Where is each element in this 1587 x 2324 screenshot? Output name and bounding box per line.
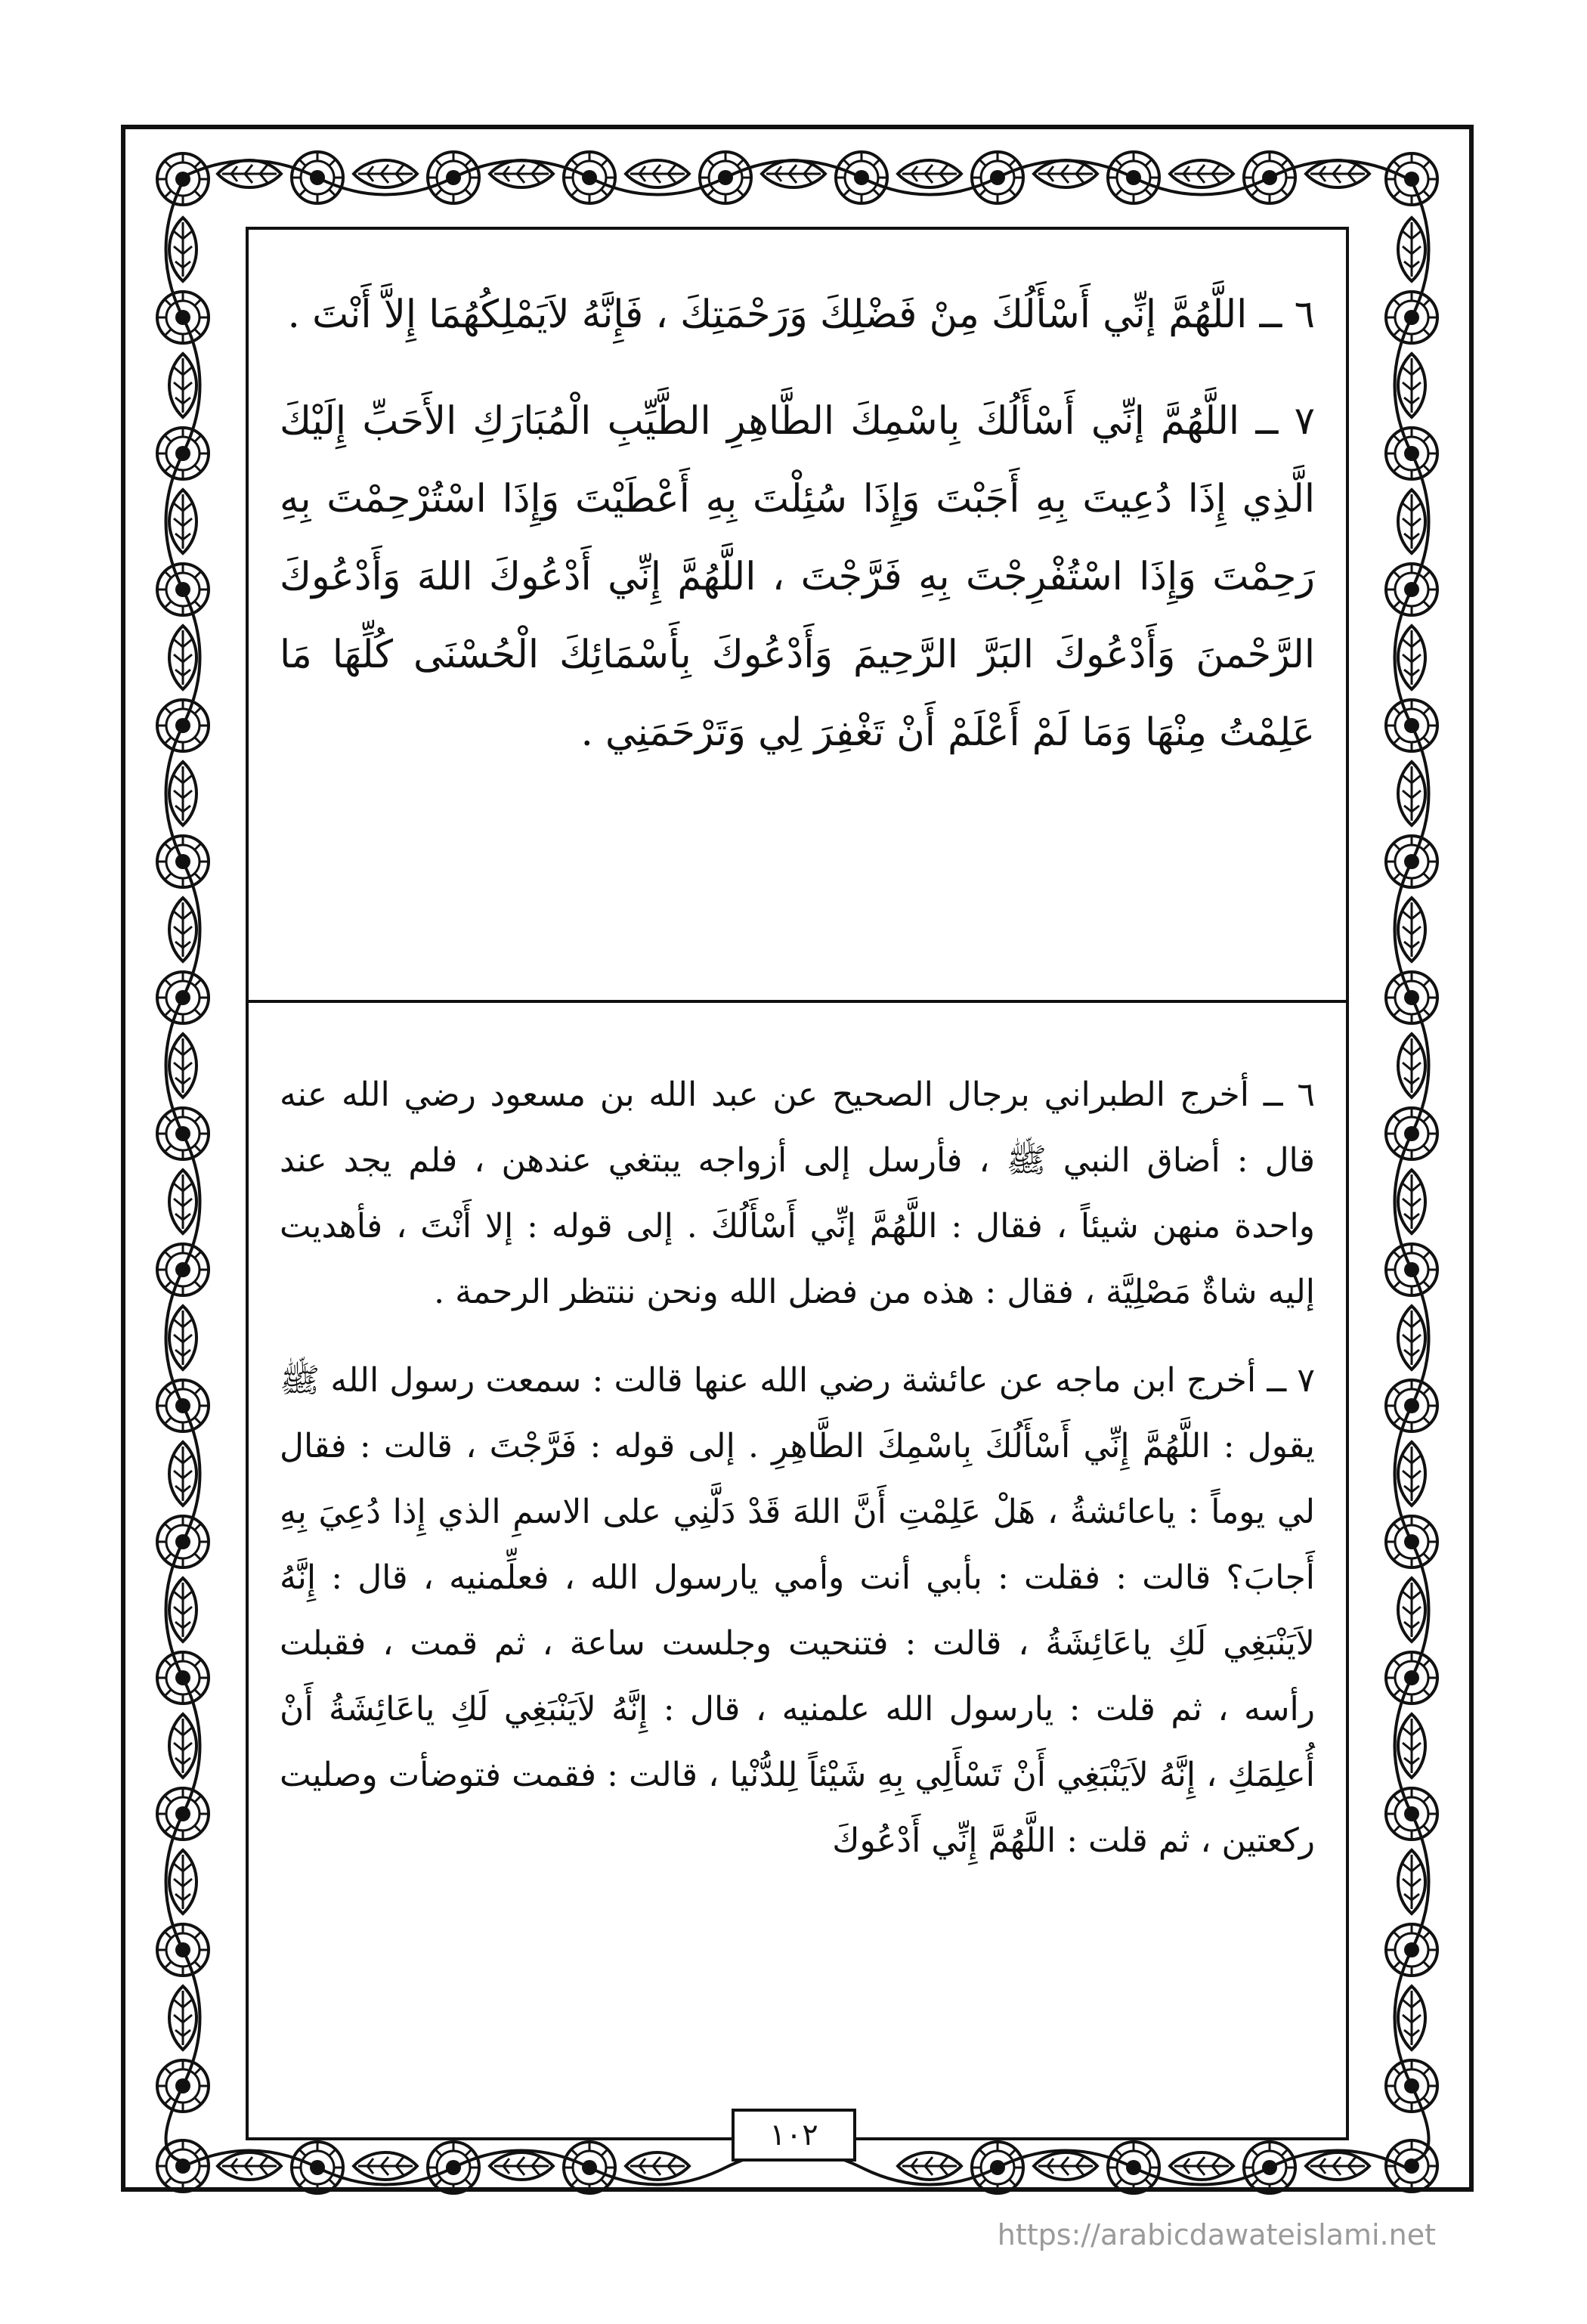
dua-6: ٦ ــ اللَّهُمَّ إنِّي أَسْأَلُكَ مِنْ فَضْلِكَ وَرَحْمَتِكَ ، فَإِنَّهُ لاَيَمْلِكُهُمَا إِلاَّ أَنْتَ . xyxy=(287,292,1315,337)
footnotes-section xyxy=(280,1062,1315,1874)
page-number: ١٠٢ xyxy=(732,2109,856,2162)
section-divider xyxy=(246,1000,1349,1003)
footnote-6: ٦ ــ أخرج الطبراني برجال الصحيح عن عبد الله بن مسعود رضي الله عنه قال : أضاق النبي ﷺ ، فأرسل إلى أزواجه يبتغي عندهن ، فلم يجد عند واحدة منهن شيئاً ، فقال : اللَّهُمَّ إنِّي أَسْأَلُكَ . إلى قوله : إلا أَنْتَ ، فأهديت إليه شاةٌ مَصْلِيَّة ، فقال : هذه من فضل الله ونحن ننتظر الرحمة . xyxy=(280,1075,1315,1311)
dua-7: ٧ ــ اللَّهُمَّ إنِّي أَسْأَلُكَ بِاسْمِكَ الطَّاهِرِ الطَّيِّبِ الْمُبَارَكِ الأَحَبِّ إِلَيْكَ الَّذِي إِذَا دُعِيتَ بِهِ أَجَبْتَ وَإِذَا سُئِلْتَ بِهِ أَعْطَيْتَ وَإِذَا اسْتُرْحِمْتَ بِهِ رَحِمْتَ وَإِذَا اسْتُفْرِجْتَ بِهِ فَرَّجْتَ ، اللَّهُمَّ إِنِّي أَدْعُوكَ اللهَ وَأَدْعُوكَ الرَّحْمنَ وَأَدْعُوكَ البَرَّ الرَّحِيمَ وَأَدْعُوكَ بِأَسْمَائِكَ الْحُسْنَى كُلِّهَا مَا عَلِمْتُ مِنْهَا وَمَا لَمْ أَعْلَمْ أَنْ تَغْفِرَ لِي وَتَرْحَمَنِي . xyxy=(280,399,1315,755)
footnote-7: ٧ ــ أخرج ابن ماجه عن عائشة رضي الله عنها قالت : سمعت رسول الله ﷺ يقول : اللَّهُمَّ إِنِّي أَسْأَلُكَ بِاسْمِكَ الطَّاهِرِ . إلى قوله : فَرَّجْتَ ، قالت : فقال لي يوماً : ياعائشةُ ، هَلْ عَلِمْتِ أَنَّ اللهَ قَدْ دَلَّنِي على الاسمِ الذي إِذا دُعِيَ بِهِ أَجابَ؟ قالت : فقلت : بأبي أنت وأمي يارسول الله ، فعلِّمنيه ، قال : إِنَّهُ لاَيَنْبَغِي لَكِ ياعَائِشَةُ ، قالت : فتنحيت وجلست ساعة ، ثم قمت ، فقبلت رأسه ، ثم قلت : يارسول الله علمنيه ، قال : إِنَّهُ لاَيَنْبَغِي لَكِ ياعَائِشَةُ أَنْ أُعلِمَكِ ، إِنَّهُ لاَيَنْبَغِي أَنْ تَسْأَلِي بِهِ شَيْئاً لِلدُّنْيا ، قالت : فقمت فتوضأت وصليت ركعتين ، ثم قلت : اللَّهُمَّ إِنِّي أَدْعُوكَ xyxy=(280,1361,1315,1860)
dua-section xyxy=(280,276,1315,772)
watermark-url: https://arabicdawateislami.net xyxy=(997,2218,1436,2251)
